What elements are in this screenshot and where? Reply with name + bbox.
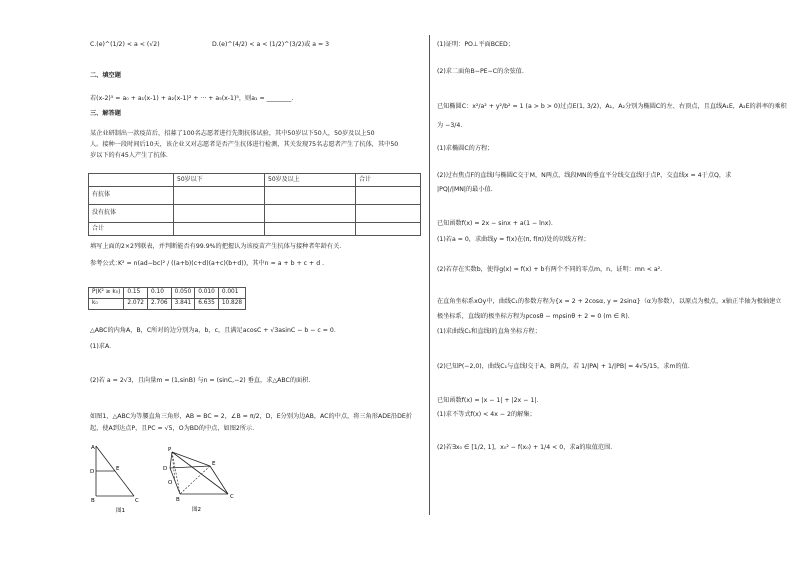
- table-cell: [265, 223, 356, 236]
- fig2-caption: 图2: [192, 507, 201, 513]
- q18-part1: (1)求A.: [90, 343, 112, 350]
- q20-part2-line2: |PQ|/|MN|的最小值.: [437, 186, 493, 193]
- q19-part1: (1)证明：PO⊥平面BCED；: [437, 41, 515, 48]
- q21-stem: 已知函数f(x) = 2x − sinx + a(1 − lnx).: [437, 220, 553, 227]
- q21-part1: (1)若a = 0，求曲线y = f(x)在(π, f(π))处的切线方程；: [437, 236, 590, 243]
- table-cell: [265, 205, 356, 223]
- fig1-caption: 图1: [116, 508, 125, 514]
- table-cell: [89, 174, 174, 187]
- q18-part2: (2)若 a = 2√3，且向量m = (1,sinB) 与n = (sinC,−2) 垂直，求△ABC的面积.: [90, 377, 311, 384]
- fig1-label-d: D: [90, 469, 95, 475]
- table-row-label: 没有抗体: [89, 205, 174, 223]
- q18-stem: △ABC的内角A，B，C所对的边分别为a，b，c，且满足acosC + √3asinC − b − c = 0.: [90, 327, 336, 334]
- table-cell: 0.010: [195, 288, 219, 299]
- table-cell: [356, 205, 421, 223]
- q21-part2: (2)若存在实数b，使得g(x) = f(x) + b有两个不同的零点m，n，证明：mn < a².: [437, 266, 663, 273]
- table-header: 50岁及以上: [265, 174, 356, 187]
- q17-fill-instruction: 填写上面的2×2列联表，并判断能否有99.9%的把握认为该疫苗产生抗体与接种者年龄有关.: [90, 243, 342, 250]
- q17-line2: 人。接种一段时间后10天，该企业又对志愿者是否产生抗体进行检测，其关发现75名志愿者产生了抗体，其中50: [90, 141, 399, 148]
- table-cell: 0.001: [218, 288, 245, 299]
- table-cell: 3.841: [171, 299, 195, 310]
- choice-c: C.(e)^(1/2) < a < (√2): [90, 41, 160, 48]
- fig2-edge-pb: [172, 452, 180, 494]
- fig2-label-d: D: [163, 466, 168, 472]
- q23-part2: (2)若∃x₀ ∈ [1/2, 1]，x₀² − f(x₀) + 1/4 < 0，求a的取值范围.: [437, 444, 613, 451]
- fig2-label-b: B: [176, 497, 180, 503]
- fig1-label-b: B: [91, 498, 95, 504]
- q22-part2: (2)已知P(−2,0)，曲线C₁与直线l交于A，B两点，若 1/|PA| + 1/|PB| = 4√5/15，求m的值.: [437, 363, 690, 370]
- contingency-table: [88, 173, 421, 236]
- fig2-edge-ec: [210, 466, 228, 494]
- table-cell: 10.828: [218, 299, 245, 310]
- table-cell: k₀: [89, 299, 124, 310]
- table-cell: 0.10: [147, 288, 171, 299]
- q17-line1: 某企业研制出一款疫苗后，招募了100名志愿者进行先期抗体试验，其中50岁以下50人，50岁及以上50: [90, 130, 375, 137]
- table-cell: 2.072: [124, 299, 148, 310]
- q22-stem-line1: 在直角坐标系xOy中，曲线C₁的参数方程为{x = 2 + 2cosα, y = 2sinα}（α为参数），以原点为极点，x轴正半轴为极轴建立: [437, 298, 782, 305]
- q22-part1: (1)求曲线C₁和直线l的直角坐标方程；: [437, 328, 541, 335]
- fig2-edge-pd: [170, 452, 172, 468]
- section-solve: 三、解答题: [90, 110, 121, 117]
- table-cell: 0.15: [124, 288, 148, 299]
- fig2-edge-pc: [172, 452, 228, 494]
- fig2-label-o: O: [168, 480, 173, 486]
- fig2-edge-pe: [172, 452, 210, 466]
- q23-part1: (1)求不等式f(x) < 4x − 2的解集；: [437, 411, 536, 418]
- table-cell: [174, 205, 265, 223]
- choice-d: D.(e)^(4/2) < a < (1/2)^(3/2)或 a = 3: [212, 41, 330, 48]
- q22-stem-line2: 极坐标系，直线l的极坐标方程为ρcosθ − mρsinθ + 2 = 0 (m ∈ R).: [437, 313, 630, 320]
- table-cell: [174, 223, 265, 236]
- fill-question: 若(x-2)⁵ = a₀ + a₁(x-1) + a₂(x-1)² + ··· + a₅(x-1)⁵，则a₁ = ________.: [90, 95, 294, 102]
- figure-2: [162, 446, 242, 514]
- fig2-label-p: P: [168, 447, 172, 453]
- table-row-label: 有抗体: [89, 187, 174, 205]
- table-cell: 2.706: [147, 299, 171, 310]
- q19-part2: (2)求二面角B−PE−C的余弦值.: [437, 68, 524, 75]
- q20-stem-line2: 为 −3/4.: [437, 122, 463, 129]
- fig2-edge-eb: [180, 466, 210, 494]
- column-divider: [429, 35, 430, 515]
- fig2-label-e: E: [212, 461, 216, 467]
- table-cell: [174, 187, 265, 205]
- table-header: 50岁以下: [174, 174, 265, 187]
- fig1-label-c: C: [135, 498, 139, 504]
- table-cell: P(K² ≥ k₀): [89, 288, 124, 299]
- section-fill-in: 二、填空题: [90, 72, 121, 79]
- table-cell: 6.635: [195, 299, 219, 310]
- q19-line1: 如图1，△ABC为等腰直角三角形，AB = BC = 2，∠B = π/2，D，E分别为边AB，AC的中点，将三角形ADE沿DE折: [90, 413, 412, 420]
- table-cell: [265, 187, 356, 205]
- table-row-label: 合计: [89, 223, 174, 236]
- q20-part1: (1)求椭圆C的方程；: [437, 145, 494, 152]
- fig1-label-a: A: [91, 445, 95, 451]
- table-cell: [356, 187, 421, 205]
- formula-label: 参考公式：: [90, 260, 121, 267]
- critical-value-table: [88, 287, 246, 310]
- fig1-label-e: E: [116, 466, 120, 472]
- fig2-edge-de: [170, 466, 210, 468]
- figure-1: [88, 442, 158, 514]
- table-cell: 0.050: [171, 288, 195, 299]
- table-cell: [356, 223, 421, 236]
- formula: K² = n(ad−bc)² / ((a+b)(c+d)(a+c)(b+d))，其中n = a + b + c + d .: [118, 260, 325, 267]
- fig2-label-c: C: [230, 494, 234, 500]
- q20-stem-line1: 已知椭圆C：x²/a² + y²/b² = 1 (a > b > 0)过点E(1, 3/2)，A₁，A₂分别为椭圆C的左、右顶点，且直线A₁E，A₂E的斜率的乘积: [437, 103, 787, 110]
- q19-line2: 起，使A到达点P，且PC = √5，O为BD的中点，如图2所示.: [90, 425, 255, 432]
- q23-stem: 已知函数f(x) = |x − 1| + |2x − 1|.: [437, 397, 539, 404]
- table-header: 合计: [356, 174, 421, 187]
- q17-line3: 岁以下的有45人产生了抗体.: [90, 152, 168, 159]
- q20-part2-line1: (2)过右焦点F的直线l与椭圆C交于M，N两点，线段MN的垂直平分线交直线l于点P，交直线x = 4于点Q，求: [437, 172, 732, 179]
